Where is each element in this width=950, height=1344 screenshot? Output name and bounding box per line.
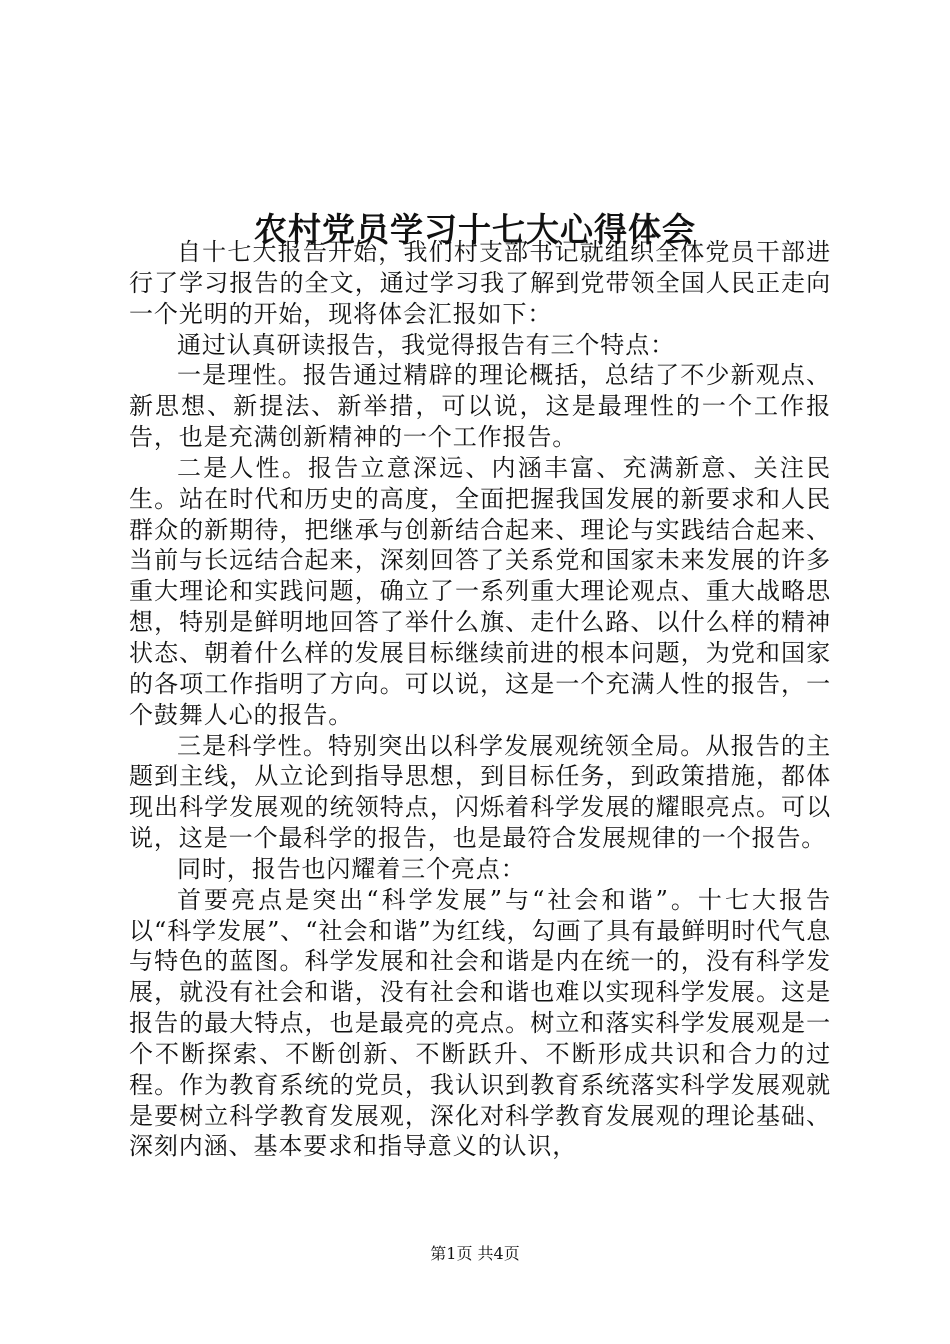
paragraph: 一是理性。报告通过精辟的理论概括，总结了不少新观点、新思想、新提法、新举措，可以说，这是最理性的一个工作报告，也是充满创新精神的一个工作报告。 [129, 361, 831, 452]
paragraph: 通过认真研读报告，我觉得报告有三个特点： [177, 330, 675, 359]
paragraph: 三是科学性。特别突出以科学发展观统领全局。从报告的主题到主线，从立论到指导思想，到目标任务，到政策措施，都体现出科学发展观的统领特点，闪烁着科学发展的耀眼亮点。可以说，这是一个最科学的报告，也是最符合发展规律的一个报告。 [129, 731, 831, 853]
document-body [129, 237, 831, 1162]
page-footer: 第1页 共4页 [430, 1244, 520, 1263]
document-title: 农村党员学习十七大心得体会 [254, 210, 696, 250]
paragraph: 首要亮点是突出“科学发展”与“社会和谐”。十七大报告以“科学发展”、“社会和谐”为红线，勾画了具有最鲜明时代气息与特色的蓝图。科学发展和社会和谐是内在统一的，没有科学发展，就没有社会和谐，没有社会和谐也难以实现科学发展。这是报告的最大特点，也是最亮的亮点。树立和落实科学发展观是一个不断探索、不断创新、不断跃升、不断形成共识和合力的过程。作为教育系统的党员，我认识到教育系统落实科学发展观就是要树立科学教育发展观，深化对科学教育发展观的理论基础、深刻内涵、基本要求和指导意义的认识， [129, 885, 831, 1161]
paragraph: 自十七大报告开始，我们村支部书记就组织全体党员干部进行了学习报告的全文，通过学习我了解到党带领全国人民正走向一个光明的开始，现将体会汇报如下： [129, 238, 831, 328]
paragraph: 二是人性。报告立意深远、内涵丰富、充满新意、关注民生。站在时代和历史的高度，全面把握我国发展的新要求和人民群众的新期待，把继承与创新结合起来、理论与实践结合起来、当前与长远结合起来，深刻回答了关系党和国家未来发展的许多重大理论和实践问题，确立了一系列重大理论观点、重大战略思想，特别是鲜明地回答了举什么旗、走什么路、以什么样的精神状态、朝着什么样的发展目标继续前进的根本问题，为党和国家的各项工作指明了方向。可以说，这是一个充满人性的报告，一个鼓舞人心的报告。 [129, 453, 831, 729]
paragraph: 同时，报告也闪耀着三个亮点： [177, 854, 526, 883]
